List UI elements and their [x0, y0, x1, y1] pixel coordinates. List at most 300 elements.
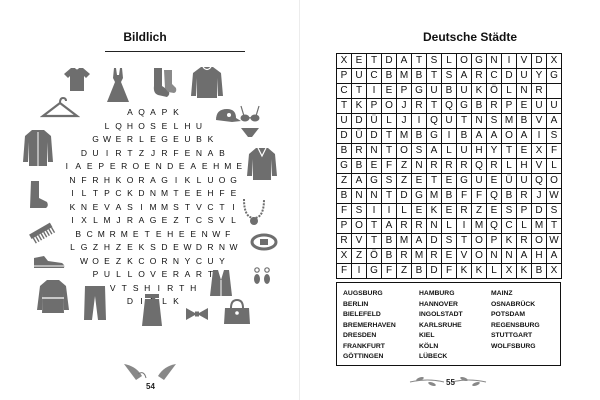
grid-cell: N	[352, 189, 367, 204]
grid-cell: S	[442, 69, 457, 84]
puzzle-letter: L	[173, 120, 179, 131]
sweater-icon	[190, 64, 224, 100]
puzzle-letter: H	[103, 174, 111, 185]
grid-cell: Q	[532, 174, 547, 189]
comb-icon	[28, 222, 56, 244]
puzzle-letter: N	[80, 201, 88, 212]
grid-cell: E	[352, 54, 367, 69]
puzzle-letter: A	[207, 147, 214, 158]
grid-cell: T	[337, 99, 352, 114]
grid-cell: M	[472, 219, 487, 234]
grid-cell	[547, 84, 562, 99]
grid-cell: T	[457, 234, 472, 249]
grid-cell: X	[502, 264, 517, 279]
puzzle-letter: E	[161, 120, 168, 131]
grid-cell: U	[352, 69, 367, 84]
grid-cell: E	[442, 174, 457, 189]
puzzle-letter: E	[144, 161, 151, 171]
grid-cell: N	[487, 249, 502, 264]
grid-cell: B	[457, 129, 472, 144]
puzzle-letter: N	[149, 188, 157, 198]
puzzle-letter: E	[201, 161, 208, 171]
grid-cell: Z	[397, 264, 412, 279]
puzzle-letter: I	[71, 215, 74, 225]
puzzle-letter: O	[138, 120, 145, 131]
grid-cell: B	[337, 144, 352, 159]
puzzle-letter: Z	[115, 242, 122, 252]
grid-cell: P	[367, 99, 382, 114]
grid-cell: Q	[442, 99, 457, 114]
grid-cell: S	[427, 54, 442, 69]
grid-cell: A	[382, 219, 397, 234]
puzzle-letter: I	[157, 282, 160, 293]
puzzle-letter: U	[207, 174, 214, 185]
grid-cell: K	[517, 264, 532, 279]
grid-cell: P	[487, 234, 502, 249]
jacket-icon	[246, 146, 278, 182]
puzzle-letter: D	[138, 188, 145, 198]
grid-cell: V	[352, 234, 367, 249]
grid-cell: N	[412, 159, 427, 174]
puzzle-letter: Z	[173, 215, 179, 225]
grid-cell: N	[472, 114, 487, 129]
puzzle-letter: E	[92, 201, 99, 212]
word-list-item: LÜBECK	[419, 353, 448, 360]
grid-cell: I	[457, 219, 472, 234]
puzzle-letter: R	[195, 269, 203, 279]
grid-cell: Q	[487, 219, 502, 234]
grid-cell: P	[337, 219, 352, 234]
puzzle-letter: B	[219, 147, 225, 158]
boot-icon	[26, 180, 50, 210]
right-page	[300, 0, 600, 400]
word-list-item: INGOLSTADT	[419, 311, 463, 318]
grid-cell: F	[457, 189, 472, 204]
grid-cell: Q	[487, 189, 502, 204]
puzzle-letter: B	[196, 134, 202, 144]
word-list-item: DRESDEN	[343, 332, 377, 339]
puzzle-letter: D	[161, 242, 168, 252]
grid-cell: A	[547, 114, 562, 129]
grid-cell: W	[547, 189, 562, 204]
puzzle-letter: Z	[92, 242, 99, 252]
grid-cell: V	[457, 249, 472, 264]
grid-cell: L	[502, 84, 517, 99]
skirt-icon	[140, 292, 164, 328]
puzzle-letter: C	[195, 215, 203, 225]
grid-cell: E	[382, 84, 397, 99]
grid-cell: X	[337, 54, 352, 69]
grid-cell: A	[397, 54, 412, 69]
grid-cell: V	[532, 114, 547, 129]
puzzle-letter: D	[167, 161, 174, 171]
grid-cell: F	[382, 264, 397, 279]
grid-cell: U	[457, 84, 472, 99]
grid-cell: S	[382, 174, 397, 189]
grid-cell: Y	[532, 69, 547, 84]
grid-cell: K	[427, 204, 442, 219]
word-list-item: BIELEFELD	[343, 311, 381, 318]
grid-cell: L	[382, 114, 397, 129]
puzzle-letter: R	[115, 147, 122, 158]
puzzle-letter: E	[178, 228, 185, 239]
grid-cell: I	[532, 129, 547, 144]
puzzle-row	[54, 133, 252, 147]
puzzle-letter: F	[225, 228, 231, 239]
puzzle-letter: I	[71, 188, 74, 198]
puzzle-letter: M	[149, 201, 157, 212]
grid-cell: O	[457, 54, 472, 69]
puzzle-letter: E	[173, 242, 179, 252]
grid-cell: C	[502, 219, 517, 234]
grid-cell: R	[457, 204, 472, 219]
puzzle-row	[54, 255, 252, 269]
puzzle-letter: R	[138, 174, 145, 185]
grid-cell: E	[442, 249, 457, 264]
right-page-title: Deutsche Städte	[422, 30, 518, 44]
puzzle-letter: I	[105, 147, 109, 158]
puzzle-letter: C	[138, 255, 145, 266]
puzzle-letter: T	[92, 188, 99, 198]
grid-cell: Z	[352, 249, 367, 264]
puzzle-letter: O	[138, 269, 145, 279]
grid-cell: N	[487, 54, 502, 69]
grid-cell: U	[427, 84, 442, 99]
word-list-item: WOLFSBURG	[491, 342, 536, 350]
grid-cell: E	[487, 174, 502, 189]
grid-cell: E	[517, 144, 532, 159]
grid-cell: R	[427, 159, 442, 174]
puzzle-letter: A	[190, 161, 197, 171]
grid-cell: Ü	[502, 174, 517, 189]
puzzle-letter: P	[104, 188, 110, 198]
puzzle-row	[54, 228, 252, 242]
grid-cell: Q	[472, 159, 487, 174]
grid-cell: B	[472, 99, 487, 114]
grid-cell: E	[517, 99, 532, 114]
puzzle-letter: P	[161, 107, 168, 117]
grid-cell: G	[457, 99, 472, 114]
grid-cell: Q	[427, 114, 442, 129]
grid-cell: Z	[472, 204, 487, 219]
puzzle-letter: K	[173, 296, 179, 306]
grid-cell: S	[487, 114, 502, 129]
grid-cell: B	[382, 69, 397, 84]
puzzle-letter: V	[104, 201, 110, 212]
puzzle-letter: R	[161, 255, 168, 266]
grid-cell: B	[352, 159, 367, 174]
hanger-icon	[40, 94, 80, 122]
puzzle-letter: E	[184, 147, 191, 158]
puzzle-letter: S	[207, 215, 214, 225]
grid-cell: I	[382, 204, 397, 219]
puzzle-letter: E	[190, 228, 197, 239]
left-page-number: 54	[146, 382, 155, 391]
socks-icon	[148, 66, 178, 102]
puzzle-letter: E	[236, 161, 243, 171]
grid-cell: K	[472, 264, 487, 279]
puzzle-letter: L	[93, 215, 98, 225]
grid-cell: S	[547, 129, 562, 144]
grid-cell: D	[397, 189, 412, 204]
puzzle-letter: F	[81, 174, 87, 185]
grid-cell: N	[427, 219, 442, 234]
grid-cell: B	[412, 264, 427, 279]
grid-cell: T	[427, 99, 442, 114]
puzzle-row	[54, 174, 252, 188]
puzzle-letter: Q	[115, 120, 122, 131]
grid-cell: R	[487, 159, 502, 174]
word-list-item: POTSDAM	[491, 311, 525, 318]
puzzle-letter: L	[162, 296, 167, 306]
grid-cell: U	[547, 99, 562, 114]
puzzle-letter: E	[196, 188, 202, 198]
word-list-item: STUTTGART	[491, 332, 533, 339]
puzzle-letter: H	[126, 120, 134, 131]
dress-icon	[104, 66, 132, 104]
puzzle-letter: R	[161, 147, 168, 158]
puzzle-letter: O	[149, 255, 157, 266]
puzzle-letter: M	[160, 188, 169, 198]
word-list-item: MAINZ	[491, 290, 513, 297]
word-list-item: AUGSBURG	[343, 290, 383, 297]
puzzle-letter: C	[207, 201, 214, 212]
puzzle-letter: Z	[115, 255, 122, 266]
puzzle-letter: N	[69, 174, 76, 185]
puzzle-letter: C	[86, 228, 93, 239]
puzzle-letter: E	[86, 161, 93, 171]
grid-cell: O	[472, 234, 487, 249]
puzzle-letter: S	[150, 120, 156, 131]
puzzle-letter: K	[138, 242, 145, 252]
grid-cell: N	[367, 189, 382, 204]
grid-cell: S	[442, 234, 457, 249]
puzzle-letter: J	[150, 147, 156, 158]
title-rule	[105, 51, 245, 52]
puzzle-letter: A	[150, 107, 156, 117]
grid-cell: L	[517, 219, 532, 234]
puzzle-letter: E	[161, 269, 168, 279]
grid-cell: Z	[337, 174, 352, 189]
puzzle-row	[54, 147, 252, 161]
puzzle-letter: M	[120, 228, 128, 239]
puzzle-letter: S	[150, 242, 156, 252]
puzzle-letter: H	[207, 188, 214, 198]
grid-cell: O	[532, 234, 547, 249]
puzzle-letter: G	[161, 174, 168, 185]
city-letter-grid	[336, 53, 562, 279]
puzzle-letter: W	[102, 134, 112, 144]
puzzle-letter: S	[127, 201, 133, 212]
grid-cell: M	[427, 189, 442, 204]
grid-cell: A	[472, 129, 487, 144]
grid-cell: O	[502, 129, 517, 144]
grid-cell: C	[337, 84, 352, 99]
grid-cell: N	[367, 144, 382, 159]
grid-cell: M	[502, 114, 517, 129]
grid-cell: A	[412, 234, 427, 249]
puzzle-letter: E	[155, 228, 162, 239]
grid-cell: F	[382, 159, 397, 174]
puzzle-letter: L	[104, 120, 110, 131]
grid-cell: L	[502, 159, 517, 174]
grid-cell: J	[532, 189, 547, 204]
puzzle-letter: W	[79, 255, 89, 266]
grid-cell: D	[337, 129, 352, 144]
puzzle-letter: A	[115, 201, 122, 212]
grid-cell: N	[502, 249, 517, 264]
puzzle-letter: M	[97, 228, 105, 239]
grid-cell: F	[337, 204, 352, 219]
word-list-box	[336, 282, 561, 366]
grid-cell: T	[352, 84, 367, 99]
grid-cell: J	[397, 99, 412, 114]
grid-cell: H	[532, 249, 547, 264]
grid-cell: X	[547, 54, 562, 69]
grid-cell: C	[367, 69, 382, 84]
word-list-item: FRANKFURT	[343, 342, 385, 350]
grid-cell: K	[472, 84, 487, 99]
puzzle-letter: E	[104, 255, 110, 266]
puzzle-letter: I	[65, 161, 68, 171]
grid-cell: L	[442, 144, 457, 159]
grid-cell: H	[472, 144, 487, 159]
bowtie-icon	[184, 306, 210, 322]
grid-cell: T	[427, 174, 442, 189]
grid-cell: U	[517, 69, 532, 84]
puzzle-letter: H	[184, 120, 191, 131]
grid-cell: G	[412, 189, 427, 204]
puzzle-letter: U	[195, 120, 203, 131]
grid-cell: B	[532, 264, 547, 279]
sneaker-icon	[32, 252, 66, 270]
puzzle-row	[54, 160, 252, 174]
grid-cell: B	[517, 114, 532, 129]
word-list-item: GÖTTINGEN	[343, 353, 384, 360]
puzzle-letter: N	[201, 228, 208, 239]
puzzle-letter: G	[161, 134, 168, 144]
puzzle-letter: T	[173, 188, 179, 198]
grid-cell: P	[337, 69, 352, 84]
grid-cell: F	[337, 264, 352, 279]
puzzle-letter: T	[207, 269, 214, 279]
grid-cell: I	[352, 264, 367, 279]
puzzle-letter: R	[126, 134, 134, 144]
grid-cell: I	[502, 54, 517, 69]
grid-cell: D	[427, 234, 442, 249]
grid-cell: C	[487, 69, 502, 84]
puzzle-letter: H	[144, 282, 151, 293]
puzzle-letter: G	[92, 134, 99, 144]
puzzle-letter: S	[132, 282, 139, 293]
grid-cell: E	[367, 159, 382, 174]
grid-cell: F	[442, 264, 457, 279]
puzzle-letter: A	[127, 107, 133, 117]
grid-cell: T	[367, 54, 382, 69]
grid-cell: G	[367, 174, 382, 189]
grid-cell: P	[517, 204, 532, 219]
puzzle-letter: U	[92, 147, 99, 158]
grid-cell: R	[517, 234, 532, 249]
puzzle-letter: U	[103, 269, 111, 279]
puzzle-letter: L	[127, 269, 133, 279]
grid-cell: B	[337, 189, 352, 204]
puzzle-letter: K	[207, 134, 214, 144]
grid-cell: U	[517, 174, 532, 189]
grid-cell: T	[382, 189, 397, 204]
grid-cell: D	[367, 129, 382, 144]
grid-cell: A	[487, 129, 502, 144]
grid-cell: V	[517, 54, 532, 69]
puzzle-letter: G	[149, 215, 157, 225]
puzzle-letter: D	[80, 147, 88, 158]
puzzle-letter: E	[184, 188, 191, 198]
puzzle-letter: G	[230, 174, 237, 185]
grid-cell: S	[502, 204, 517, 219]
word-list-item: HAMBURG	[419, 290, 455, 297]
grid-cell: R	[412, 99, 427, 114]
puzzle-letter: T	[127, 147, 133, 158]
puzzle-letter: B	[75, 228, 82, 239]
puzzle-letter: A	[150, 174, 156, 185]
word-list-item: KÖLN	[419, 342, 439, 350]
grid-cell: T	[367, 219, 382, 234]
grid-cell: P	[397, 84, 412, 99]
puzzle-letter: E	[132, 228, 139, 239]
grid-cell: R	[397, 219, 412, 234]
grid-cell: U	[532, 99, 547, 114]
puzzle-letter: V	[219, 215, 225, 225]
grid-cell: I	[412, 114, 427, 129]
puzzle-letter: O	[92, 255, 99, 266]
puzzle-letter: L	[231, 215, 236, 225]
grid-cell: R	[472, 69, 487, 84]
grid-cell: D	[532, 54, 547, 69]
grid-cell: E	[487, 204, 502, 219]
grid-cell: X	[547, 264, 562, 279]
puzzle-letter: M	[160, 201, 169, 212]
puzzle-letter: O	[132, 161, 140, 171]
puzzle-letter: T	[219, 201, 225, 212]
grid-cell: Ü	[367, 114, 382, 129]
grid-cell: Z	[397, 159, 412, 174]
grid-cell: J	[397, 114, 412, 129]
grid-cell: X	[337, 249, 352, 264]
grid-cell: B	[442, 189, 457, 204]
grid-cell: T	[502, 144, 517, 159]
t-shirt-icon	[62, 64, 92, 94]
puzzle-letter: L	[139, 134, 144, 144]
vest-icon	[208, 268, 234, 298]
grid-cell: L	[487, 264, 502, 279]
grid-cell: R	[532, 84, 547, 99]
puzzle-letter: V	[109, 282, 116, 293]
puzzle-letter: H	[190, 282, 197, 293]
puzzle-letter: O	[218, 174, 226, 185]
puzzle-letter: Y	[184, 255, 191, 266]
puzzle-letter: Q	[138, 107, 145, 117]
grid-cell: G	[427, 129, 442, 144]
puzzle-letter: Z	[138, 147, 145, 158]
grid-cell: D	[502, 69, 517, 84]
word-list-item: OSNABRÜCK	[491, 300, 536, 308]
trenchcoat-icon	[36, 278, 70, 314]
word-list-column-1	[343, 289, 396, 363]
puzzle-letter: K	[127, 188, 133, 198]
grid-cell: G	[457, 174, 472, 189]
puzzle-letter: L	[81, 188, 87, 198]
grid-cell: D	[382, 54, 397, 69]
